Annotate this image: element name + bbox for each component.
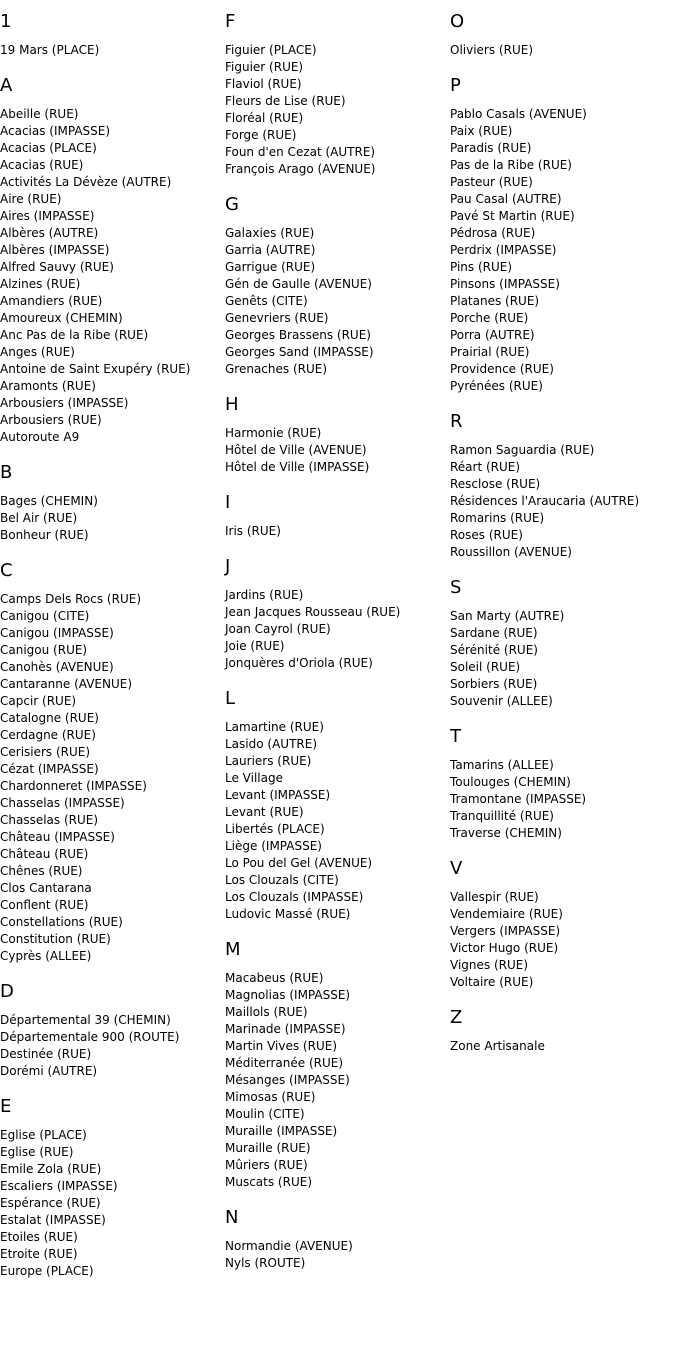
street-entry: Toulouges (CHEMIN) [450, 775, 571, 789]
street-entry: Activités La Dévèze (AUTRE) [0, 175, 172, 189]
street-entry: Abeille (RUE) [0, 107, 79, 121]
street-entry: Roussillon (AVENUE) [450, 545, 572, 559]
street-list [0, 42, 225, 59]
street-entry: Mûriers (RUE) [225, 1158, 308, 1172]
street-entry: Départemental 39 (CHEMIN) [0, 1013, 171, 1027]
section-letter: F [225, 11, 236, 32]
street-entry: Pédrosa (RUE) [450, 226, 536, 240]
street-entry: Départementale 900 (ROUTE) [0, 1030, 180, 1044]
street-entry: Vallespir (RUE) [450, 890, 539, 904]
street-entry: Garrigue (RUE) [225, 260, 316, 274]
street-entry: Bages (CHEMIN) [0, 494, 98, 508]
street-entry: Réart (RUE) [450, 460, 521, 474]
street-entry: Camps Dels Rocs (RUE) [0, 592, 141, 606]
street-entry: Arbousiers (IMPASSE) [0, 396, 129, 410]
street-entry: Ludovic Massé (RUE) [225, 907, 351, 921]
section-f [225, 10, 450, 178]
street-entry: Grenaches (RUE) [225, 362, 328, 376]
street-entry: Figuier (RUE) [225, 60, 304, 74]
street-entry: Constitution (RUE) [0, 932, 111, 946]
section-letter: H [225, 394, 239, 415]
section-e [0, 1095, 225, 1280]
street-entry: Eglise (RUE) [0, 1145, 74, 1159]
street-entry: Prairial (RUE) [450, 345, 530, 359]
section-letter: 1 [0, 11, 12, 32]
section-letter: S [450, 577, 462, 598]
street-entry: Conflent (RUE) [0, 898, 89, 912]
street-list [0, 1127, 225, 1280]
street-entry: Bel Air (RUE) [0, 511, 78, 525]
street-list [225, 587, 450, 672]
street-entry: Hôtel de Ville (IMPASSE) [225, 460, 370, 474]
street-entry: Levant (IMPASSE) [225, 788, 331, 802]
section-letter: T [450, 726, 461, 747]
street-entry: Martin Vives (RUE) [225, 1039, 337, 1053]
street-list [450, 889, 675, 991]
street-entry: Sérénité (RUE) [450, 643, 538, 657]
street-entry: Pas de la Ribe (RUE) [450, 158, 572, 172]
street-entry: 19 Mars (PLACE) [0, 43, 100, 57]
street-entry: Porra (AUTRE) [450, 328, 535, 342]
street-entry: Autoroute A9 [0, 430, 80, 444]
street-entry: Los Clouzals (IMPASSE) [225, 890, 364, 904]
street-entry: Ramon Saguardia (RUE) [450, 443, 595, 457]
street-entry: Aires (IMPASSE) [0, 209, 95, 223]
street-entry: Cézat (IMPASSE) [0, 762, 99, 776]
section-t [450, 725, 675, 842]
street-entry: Europe (PLACE) [0, 1264, 94, 1278]
street-entry: Fleurs de Lise (RUE) [225, 94, 346, 108]
street-entry: Normandie (AVENUE) [225, 1239, 353, 1253]
street-entry: Alfred Sauvy (RUE) [0, 260, 114, 274]
street-entry: Magnolias (IMPASSE) [225, 988, 351, 1002]
section-1 [0, 10, 225, 59]
street-entry: Iris (RUE) [225, 524, 281, 538]
street-entry: Figuier (PLACE) [225, 43, 317, 57]
street-entry: Antoine de Saint Exupéry (RUE) [0, 362, 191, 376]
street-entry: Emile Zola (RUE) [0, 1162, 102, 1176]
section-m [225, 938, 450, 1191]
section-letter: P [450, 75, 461, 96]
street-entry: Resclose (RUE) [450, 477, 541, 491]
street-entry: Anc Pas de la Ribe (RUE) [0, 328, 149, 342]
street-entry: Jardins (RUE) [225, 588, 304, 602]
street-entry: Méditerranée (RUE) [225, 1056, 344, 1070]
street-entry: Alzines (RUE) [0, 277, 81, 291]
street-entry: Porche (RUE) [450, 311, 529, 325]
street-list [225, 425, 450, 476]
street-entry: Forge (RUE) [225, 128, 297, 142]
street-entry: Voltaire (RUE) [450, 975, 534, 989]
street-entry: Vergers (IMPASSE) [450, 924, 561, 938]
street-list [450, 106, 675, 395]
street-entry: Acacias (PLACE) [0, 141, 97, 155]
street-list [450, 442, 675, 561]
section-h [225, 393, 450, 476]
street-entry: Mésanges (IMPASSE) [225, 1073, 350, 1087]
street-entry: Pablo Casals (AVENUE) [450, 107, 587, 121]
street-entry: Muraille (IMPASSE) [225, 1124, 338, 1138]
street-entry: Genêts (CITE) [225, 294, 308, 308]
street-entry: Aramonts (RUE) [0, 379, 96, 393]
street-entry: Muscats (RUE) [225, 1175, 312, 1189]
street-entry: Perdrix (IMPASSE) [450, 243, 557, 257]
street-entry: Cerdagne (RUE) [0, 728, 96, 742]
street-entry: Cerisiers (RUE) [0, 745, 91, 759]
street-entry: Aire (RUE) [0, 192, 62, 206]
street-entry: Marinade (IMPASSE) [225, 1022, 346, 1036]
street-entry: Los Clouzals (CITE) [225, 873, 339, 887]
street-entry: Résidences l'Araucaria (AUTRE) [450, 494, 640, 508]
street-entry: Platanes (RUE) [450, 294, 540, 308]
column-3 [450, 10, 675, 1070]
section-letter: B [0, 462, 13, 483]
street-entry: Cantaranne (AVENUE) [0, 677, 133, 691]
street-list [0, 106, 225, 446]
column-2 [225, 10, 450, 1287]
section-letter: R [450, 411, 463, 432]
street-entry: Roses (RUE) [450, 528, 523, 542]
street-entry: Lauriers (RUE) [225, 754, 312, 768]
street-entry: Jonquères d'Oriola (RUE) [225, 656, 373, 670]
section-letter: J [225, 556, 231, 577]
section-letter: G [225, 194, 239, 215]
street-entry: Soleil (RUE) [450, 660, 521, 674]
street-entry: François Arago (AVENUE) [225, 162, 376, 176]
street-entry: San Marty (AUTRE) [450, 609, 565, 623]
street-entry: Albères (AUTRE) [0, 226, 99, 240]
section-v [450, 857, 675, 991]
section-letter: L [225, 688, 236, 709]
street-entry: Escaliers (IMPASSE) [0, 1179, 118, 1193]
street-entry: Romarins (RUE) [450, 511, 545, 525]
street-entry: Château (RUE) [0, 847, 89, 861]
street-entry: Maillols (RUE) [225, 1005, 308, 1019]
street-entry: Harmonie (RUE) [225, 426, 322, 440]
street-list [225, 1238, 450, 1272]
street-entry: Canigou (IMPASSE) [0, 626, 114, 640]
street-entry: Flaviol (RUE) [225, 77, 302, 91]
street-entry: Chasselas (IMPASSE) [0, 796, 125, 810]
street-entry: Le Village [225, 771, 283, 785]
section-l [225, 687, 450, 923]
column-1 [0, 10, 225, 1295]
section-g [225, 193, 450, 378]
street-entry: Etroite (RUE) [0, 1247, 78, 1261]
street-entry: Levant (RUE) [225, 805, 304, 819]
section-letter: C [0, 560, 13, 581]
street-entry: Muraille (RUE) [225, 1141, 311, 1155]
street-list [0, 493, 225, 544]
street-entry: Amoureux (CHEMIN) [0, 311, 123, 325]
street-entry: Anges (RUE) [0, 345, 75, 359]
section-letter: Z [450, 1007, 463, 1028]
street-entry: Bonheur (RUE) [0, 528, 89, 542]
street-entry: Tranquillité (RUE) [450, 809, 554, 823]
section-p [450, 74, 675, 395]
section-letter: I [225, 492, 231, 513]
section-i [225, 491, 450, 540]
street-entry: Etoiles (RUE) [0, 1230, 78, 1244]
street-entry: Vendemiaire (RUE) [450, 907, 563, 921]
street-entry: Libertés (PLACE) [225, 822, 325, 836]
street-list [0, 1012, 225, 1080]
section-a [0, 74, 225, 446]
street-entry: Souvenir (ALLEE) [450, 694, 553, 708]
street-entry: Dorémi (AUTRE) [0, 1064, 98, 1078]
street-list [450, 608, 675, 710]
street-entry: Oliviers (RUE) [450, 43, 533, 57]
street-entry: Amandiers (RUE) [0, 294, 103, 308]
section-r [450, 410, 675, 561]
street-entry: Genevriers (RUE) [225, 311, 329, 325]
street-entry: Georges Brassens (RUE) [225, 328, 371, 342]
street-entry: Tamarins (ALLEE) [450, 758, 554, 772]
street-entry: Chênes (RUE) [0, 864, 83, 878]
street-entry: Victor Hugo (RUE) [450, 941, 559, 955]
street-list [225, 42, 450, 178]
street-entry: Pins (RUE) [450, 260, 513, 274]
section-letter: M [225, 939, 241, 960]
street-list [225, 225, 450, 378]
street-list [225, 523, 450, 540]
section-letter: E [0, 1096, 12, 1117]
street-entry: Estalat (IMPASSE) [0, 1213, 106, 1227]
street-entry: Moulin (CITE) [225, 1107, 305, 1121]
street-entry: Canigou (RUE) [0, 643, 88, 657]
section-letter: N [225, 1207, 239, 1228]
street-entry: Lamartine (RUE) [225, 720, 324, 734]
section-letter: O [450, 11, 465, 32]
street-entry: Galaxies (RUE) [225, 226, 315, 240]
street-list [450, 757, 675, 842]
section-letter: V [450, 858, 463, 879]
street-entry: Pasteur (RUE) [450, 175, 533, 189]
section-c [0, 559, 225, 965]
street-entry: Nyls (ROUTE) [225, 1256, 306, 1270]
street-entry: Tramontane (IMPASSE) [450, 792, 587, 806]
street-entry: Zone Artisanale [450, 1039, 545, 1053]
street-entry: Sorbiers (RUE) [450, 677, 538, 691]
street-entry: Pinsons (IMPASSE) [450, 277, 560, 291]
street-entry: Clos Cantarana [0, 881, 92, 895]
street-list [450, 42, 675, 59]
street-entry: Acacias (RUE) [0, 158, 84, 172]
street-entry: Destinée (RUE) [0, 1047, 92, 1061]
street-entry: Catalogne (RUE) [0, 711, 99, 725]
street-entry: Canohès (AVENUE) [0, 660, 114, 674]
street-entry: Vignes (RUE) [450, 958, 529, 972]
street-entry: Lo Pou del Gel (AVENUE) [225, 856, 373, 870]
street-entry: Cyprès (ALLEE) [0, 949, 92, 963]
street-list [225, 970, 450, 1191]
street-entry: Paix (RUE) [450, 124, 513, 138]
street-entry: Capcir (RUE) [0, 694, 77, 708]
street-entry: Foun d'en Cezat (AUTRE) [225, 145, 376, 159]
street-entry: Floréal (RUE) [225, 111, 304, 125]
street-list [0, 591, 225, 965]
street-entry: Constellations (RUE) [0, 915, 123, 929]
section-letter: A [0, 75, 13, 96]
street-entry: Georges Sand (IMPASSE) [225, 345, 374, 359]
street-entry: Mimosas (RUE) [225, 1090, 316, 1104]
street-entry: Eglise (PLACE) [0, 1128, 87, 1142]
street-entry: Pau Casal (AUTRE) [450, 192, 562, 206]
section-z [450, 1006, 675, 1055]
street-list [450, 1038, 675, 1055]
street-entry: Paradis (RUE) [450, 141, 532, 155]
section-letter: D [0, 981, 14, 1002]
section-j [225, 555, 450, 672]
street-entry: Liège (IMPASSE) [225, 839, 322, 853]
section-d [0, 980, 225, 1080]
street-entry: Hôtel de Ville (AVENUE) [225, 443, 367, 457]
street-entry: Espérance (RUE) [0, 1196, 101, 1210]
street-entry: Canigou (CITE) [0, 609, 90, 623]
street-entry: Joie (RUE) [225, 639, 285, 653]
section-o [450, 10, 675, 59]
section-s [450, 576, 675, 710]
street-entry: Sardane (RUE) [450, 626, 538, 640]
street-entry: Arbousiers (RUE) [0, 413, 102, 427]
street-entry: Garria (AUTRE) [225, 243, 316, 257]
street-entry: Pyrénées (RUE) [450, 379, 543, 393]
street-entry: Chasselas (RUE) [0, 813, 99, 827]
street-entry: Pavé St Martin (RUE) [450, 209, 575, 223]
street-entry: Acacias (IMPASSE) [0, 124, 111, 138]
street-entry: Traverse (CHEMIN) [450, 826, 562, 840]
street-entry: Joan Cayrol (RUE) [225, 622, 331, 636]
street-entry: Château (IMPASSE) [0, 830, 115, 844]
street-entry: Providence (RUE) [450, 362, 554, 376]
street-entry: Gén de Gaulle (AVENUE) [225, 277, 372, 291]
section-b [0, 461, 225, 544]
street-entry: Chardonneret (IMPASSE) [0, 779, 147, 793]
street-list [225, 719, 450, 923]
street-entry: Jean Jacques Rousseau (RUE) [225, 605, 401, 619]
street-entry: Macabeus (RUE) [225, 971, 324, 985]
section-n [225, 1206, 450, 1272]
street-entry: Albères (IMPASSE) [0, 243, 110, 257]
street-entry: Lasido (AUTRE) [225, 737, 318, 751]
